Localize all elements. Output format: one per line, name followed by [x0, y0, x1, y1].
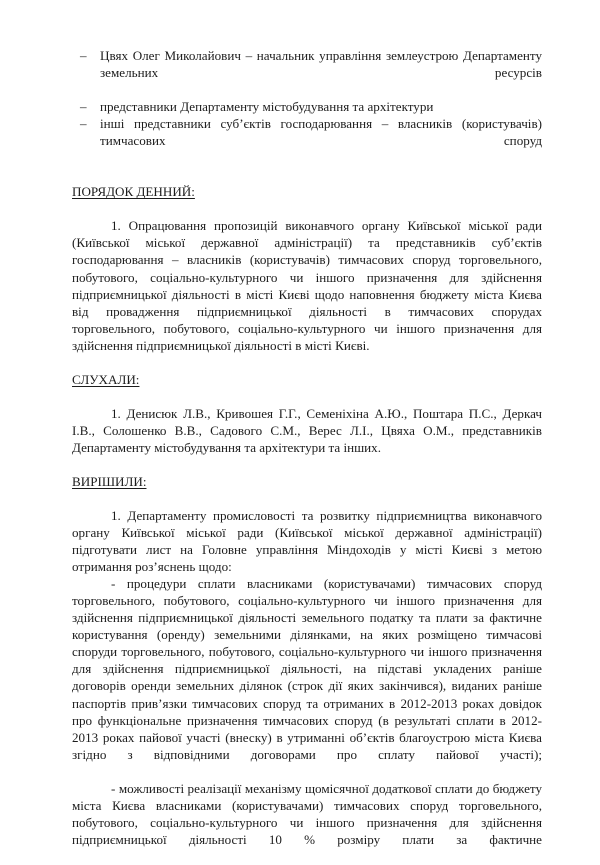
- list-item-text: представники Департаменту містобудування та архітектури: [100, 99, 434, 115]
- spacer: [72, 456, 542, 473]
- resolved-sub-item-text: можливості реалізації механізму щомісячної додаткової сплати до бюджету міста Києва власниками (користувачами) тимчасових споруд торговельного, побутового, соціально-культурного чи іншого призначення для здійснення підприємницької діяльності 10 % розміру плати за фактичне: [72, 780, 542, 847]
- dash-bullet-icon: –: [80, 99, 87, 115]
- resolved-sub-item: [72, 575, 542, 780]
- list-item-text: Цвях Олег Миколайович – начальник управління землеустрою Департаменту земельних ресурсів: [100, 48, 542, 81]
- spacer: [72, 388, 542, 405]
- resolved-sub-item: [72, 780, 542, 865]
- heard-paragraph: 1. Денисюк Л.В., Кривошея Г.Г., Семеніхіна А.Ю., Поштара П.С., Деркач І.В., Солошенко В.В., Садового С.М., Верес Л.І., Цвяха О.М., представників Департаменту містобудування та архітектури та інших.: [72, 405, 542, 455]
- dash-bullet-icon: –: [80, 116, 87, 132]
- resolved-paragraph: 1. Департаменту промисловості та розвитку підприємництва виконавчого органу Київської міської ради (Київської міської державної адміністрації) підготувати лист на Головне управління Міндоходів у місті Києві з метою отримання роз’яснень щодо:: [72, 507, 542, 575]
- dash-bullet-icon: –: [80, 48, 87, 63]
- spacer: [72, 166, 542, 183]
- spacer: [72, 490, 542, 507]
- hyphen-bullet-icon: -: [111, 576, 127, 592]
- document-body: [72, 47, 542, 865]
- resolved-sub-item-text: процедури сплати власниками (користувачами) тимчасових споруд торговельного, побутового, соціально-культурного чи іншого призначення для здійснення підприємницької діяльності земельного податку та плати за фактичне користування (оренду) земельними ділянками, на яких розміщено тимчасові споруди торговельного, побутового, соціально-культурного чи іншого призначення для здійснення підприємницької діяльності, на підставі укладених раніше договорів оренди земельних ділянок (строк дії яких закінчився), виданих раніше паспортів прив’язки тимчасових споруд та отриманих в 2012-2013 роках довідок про функціональне призначення тимчасових споруд (в результаті сплати в 2012-2013 роках пайової участі (внеску) в утриманні об’єктів благоустрою міста Києва згідно з відповідними договорами про сплату пайової участі);: [72, 576, 542, 762]
- heard-heading: СЛУХАЛИ:: [72, 371, 140, 387]
- resolved-heading: ВИРІШИЛИ:: [72, 473, 147, 489]
- agenda-heading: ПОРЯДОК ДЕННИЙ:: [72, 184, 195, 200]
- attendees-list: [72, 47, 542, 166]
- hyphen-bullet-icon: -: [111, 780, 119, 796]
- list-item: [72, 47, 542, 98]
- list-item: [72, 115, 542, 166]
- spacer: [72, 200, 542, 217]
- list-item: [72, 98, 542, 115]
- agenda-paragraph: 1. Опрацювання пропозицій виконавчого органу Київської міської ради (Київської міської державної адміністрації) та представників суб’єктів господарювання – власників (користувачів) тимчасових споруд торговельного, побутового, соціально-культурного чи іншого призначення для здійснення підприємницької діяльності в місті Києві щодо наповнення бюджету міста Києва від провадження підприємницької діяльності в тимчасових спорудах торговельного, побутового, соціально-культурного чи іншого призначення для здійснення підприємницької діяльності в місті Києві.: [72, 218, 542, 353]
- list-item-text: інші представники суб’єктів господарювання – власників (користувачів) тимчасових споруд: [100, 116, 542, 149]
- spacer: [72, 354, 542, 371]
